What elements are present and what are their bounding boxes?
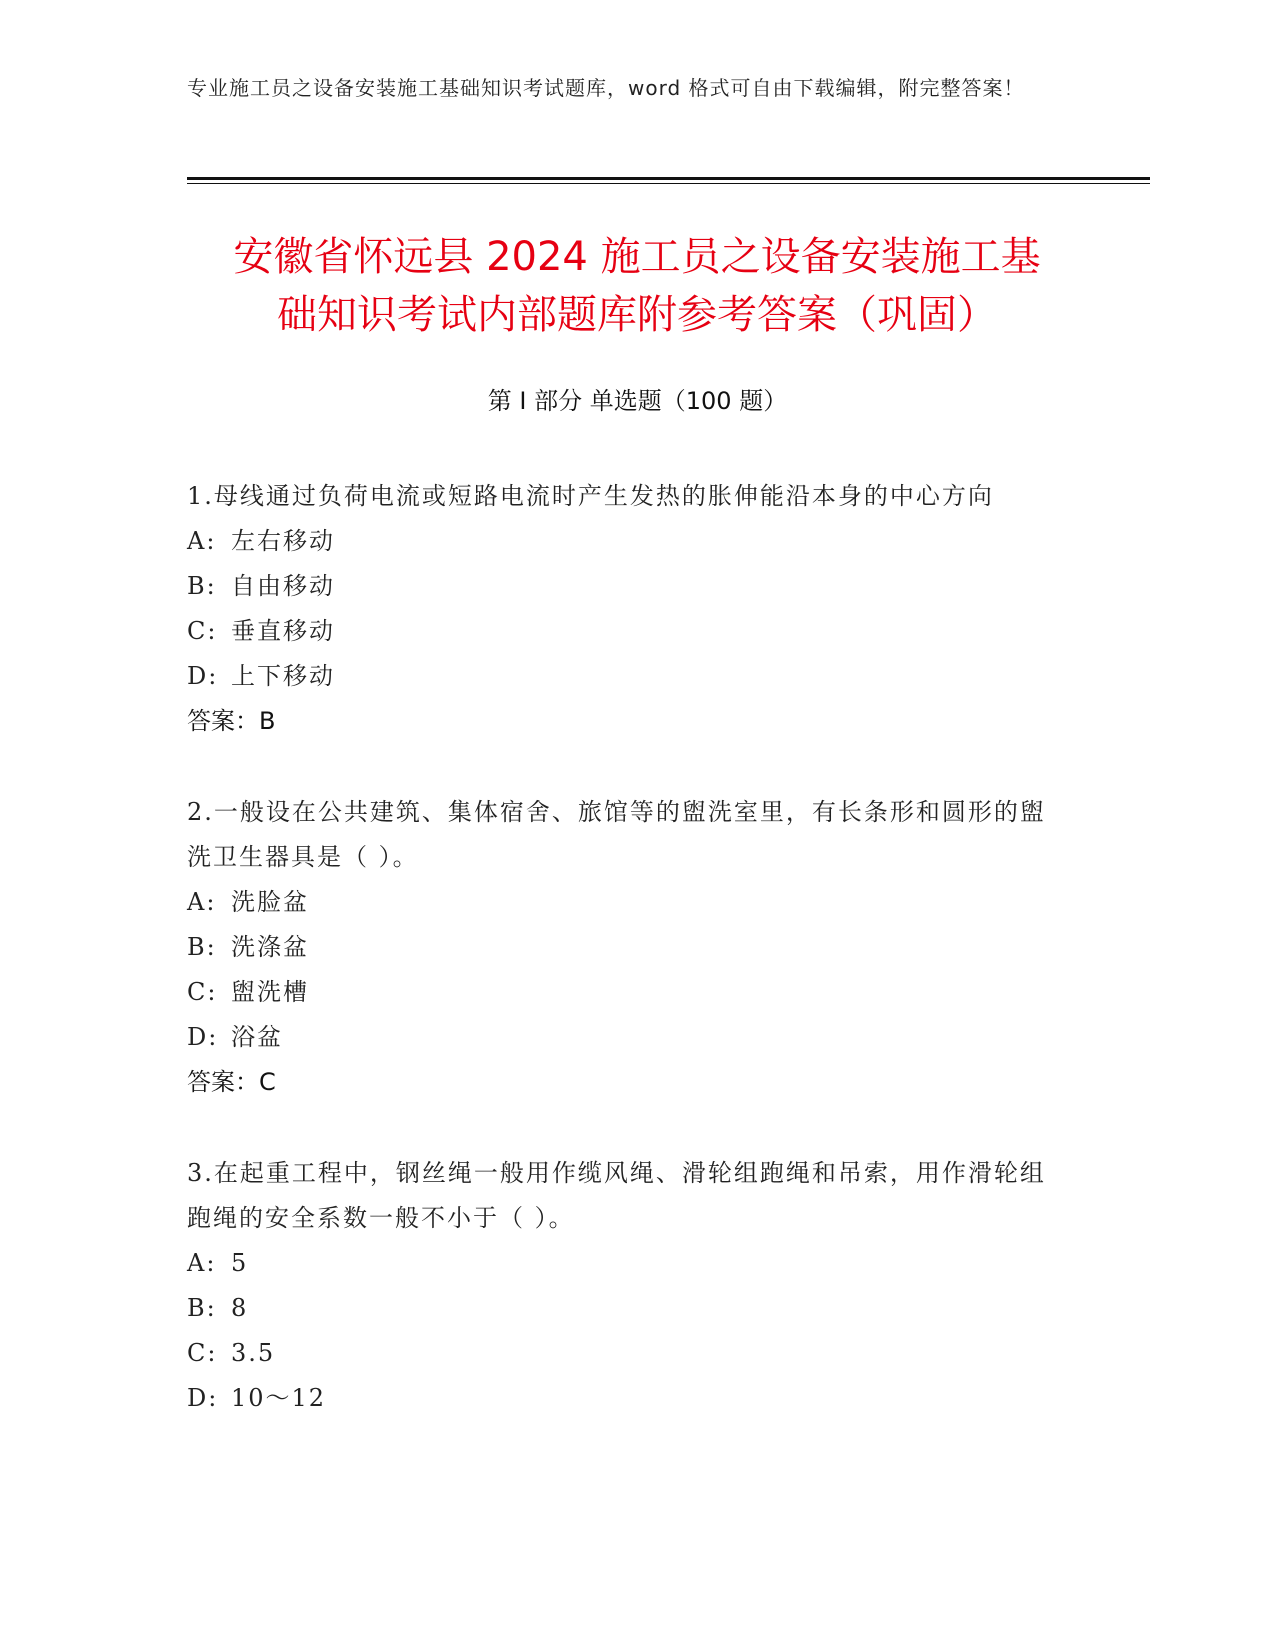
header-rule-thick	[187, 177, 1150, 180]
option-key: D:	[187, 1384, 219, 1412]
option-b	[187, 1286, 1067, 1331]
option-a	[187, 519, 1067, 564]
option-key: C:	[187, 1339, 218, 1367]
option-text: 盥洗槽	[231, 978, 309, 1006]
header-rule-thin	[187, 183, 1150, 184]
option-key: B:	[187, 1294, 217, 1322]
answer-line	[187, 1060, 1067, 1105]
section-title: 第 I 部分 单选题（100 题）	[487, 387, 788, 415]
option-text: 浴盆	[231, 1023, 283, 1051]
option-b	[187, 564, 1067, 609]
option-text: 8	[231, 1294, 249, 1322]
answer-value: C	[259, 1068, 276, 1096]
header-note: 专业施工员之设备安装施工基础知识考试题库，word 格式可自由下载编辑，附完整答案！	[187, 76, 1025, 100]
question-stem: 3.在起重工程中，钢丝绳一般用作缆风绳、滑轮组跑绳和吊索，用作滑轮组跑绳的安全系数一般不小于（ ）。	[187, 1159, 1046, 1232]
option-key: B:	[187, 933, 217, 961]
option-text: 10～12	[231, 1384, 327, 1412]
answer-line	[187, 699, 1067, 744]
question-stem: 2.一般设在公共建筑、集体宿舍、旅馆等的盥洗室里，有长条形和圆形的盥洗卫生器具是（ ）。	[187, 798, 1046, 871]
answer-value: B	[259, 707, 276, 735]
option-key: C:	[187, 978, 218, 1006]
option-key: A:	[187, 888, 217, 916]
document-title-line-1: 安徽省怀远县 2024 施工员之设备安装施工基	[233, 234, 1041, 280]
question-stem: 1.母线通过负荷电流或短路电流时产生发热的胀伸能沿本身的中心方向	[187, 482, 994, 510]
option-text: 5	[231, 1249, 249, 1277]
question-1	[187, 474, 1067, 744]
option-c	[187, 970, 1067, 1015]
answer-label: 答案：	[187, 707, 259, 735]
option-key: A:	[187, 1249, 217, 1277]
option-key: B:	[187, 572, 217, 600]
option-text: 洗涤盆	[231, 933, 309, 961]
option-key: C:	[187, 617, 218, 645]
option-text: 垂直移动	[231, 617, 335, 645]
option-d	[187, 1376, 1067, 1421]
option-d	[187, 1015, 1067, 1060]
document-title-line-2: 础知识考试内部题库附参考答案（巩固）	[277, 292, 997, 338]
option-a	[187, 880, 1067, 925]
option-text: 左右移动	[231, 527, 335, 555]
option-text: 3.5	[231, 1339, 276, 1367]
option-text: 上下移动	[231, 662, 335, 690]
option-c	[187, 1331, 1067, 1376]
option-key: A:	[187, 527, 217, 555]
option-c	[187, 609, 1067, 654]
document-title	[187, 228, 1087, 344]
option-key: D:	[187, 1023, 219, 1051]
option-key: D:	[187, 662, 219, 690]
option-text: 洗脸盆	[231, 888, 309, 916]
option-text: 自由移动	[231, 572, 335, 600]
question-3	[187, 1151, 1067, 1421]
question-list	[187, 474, 1067, 1467]
question-2	[187, 790, 1067, 1105]
option-d	[187, 654, 1067, 699]
answer-label: 答案：	[187, 1068, 259, 1096]
option-b	[187, 925, 1067, 970]
option-a	[187, 1241, 1067, 1286]
